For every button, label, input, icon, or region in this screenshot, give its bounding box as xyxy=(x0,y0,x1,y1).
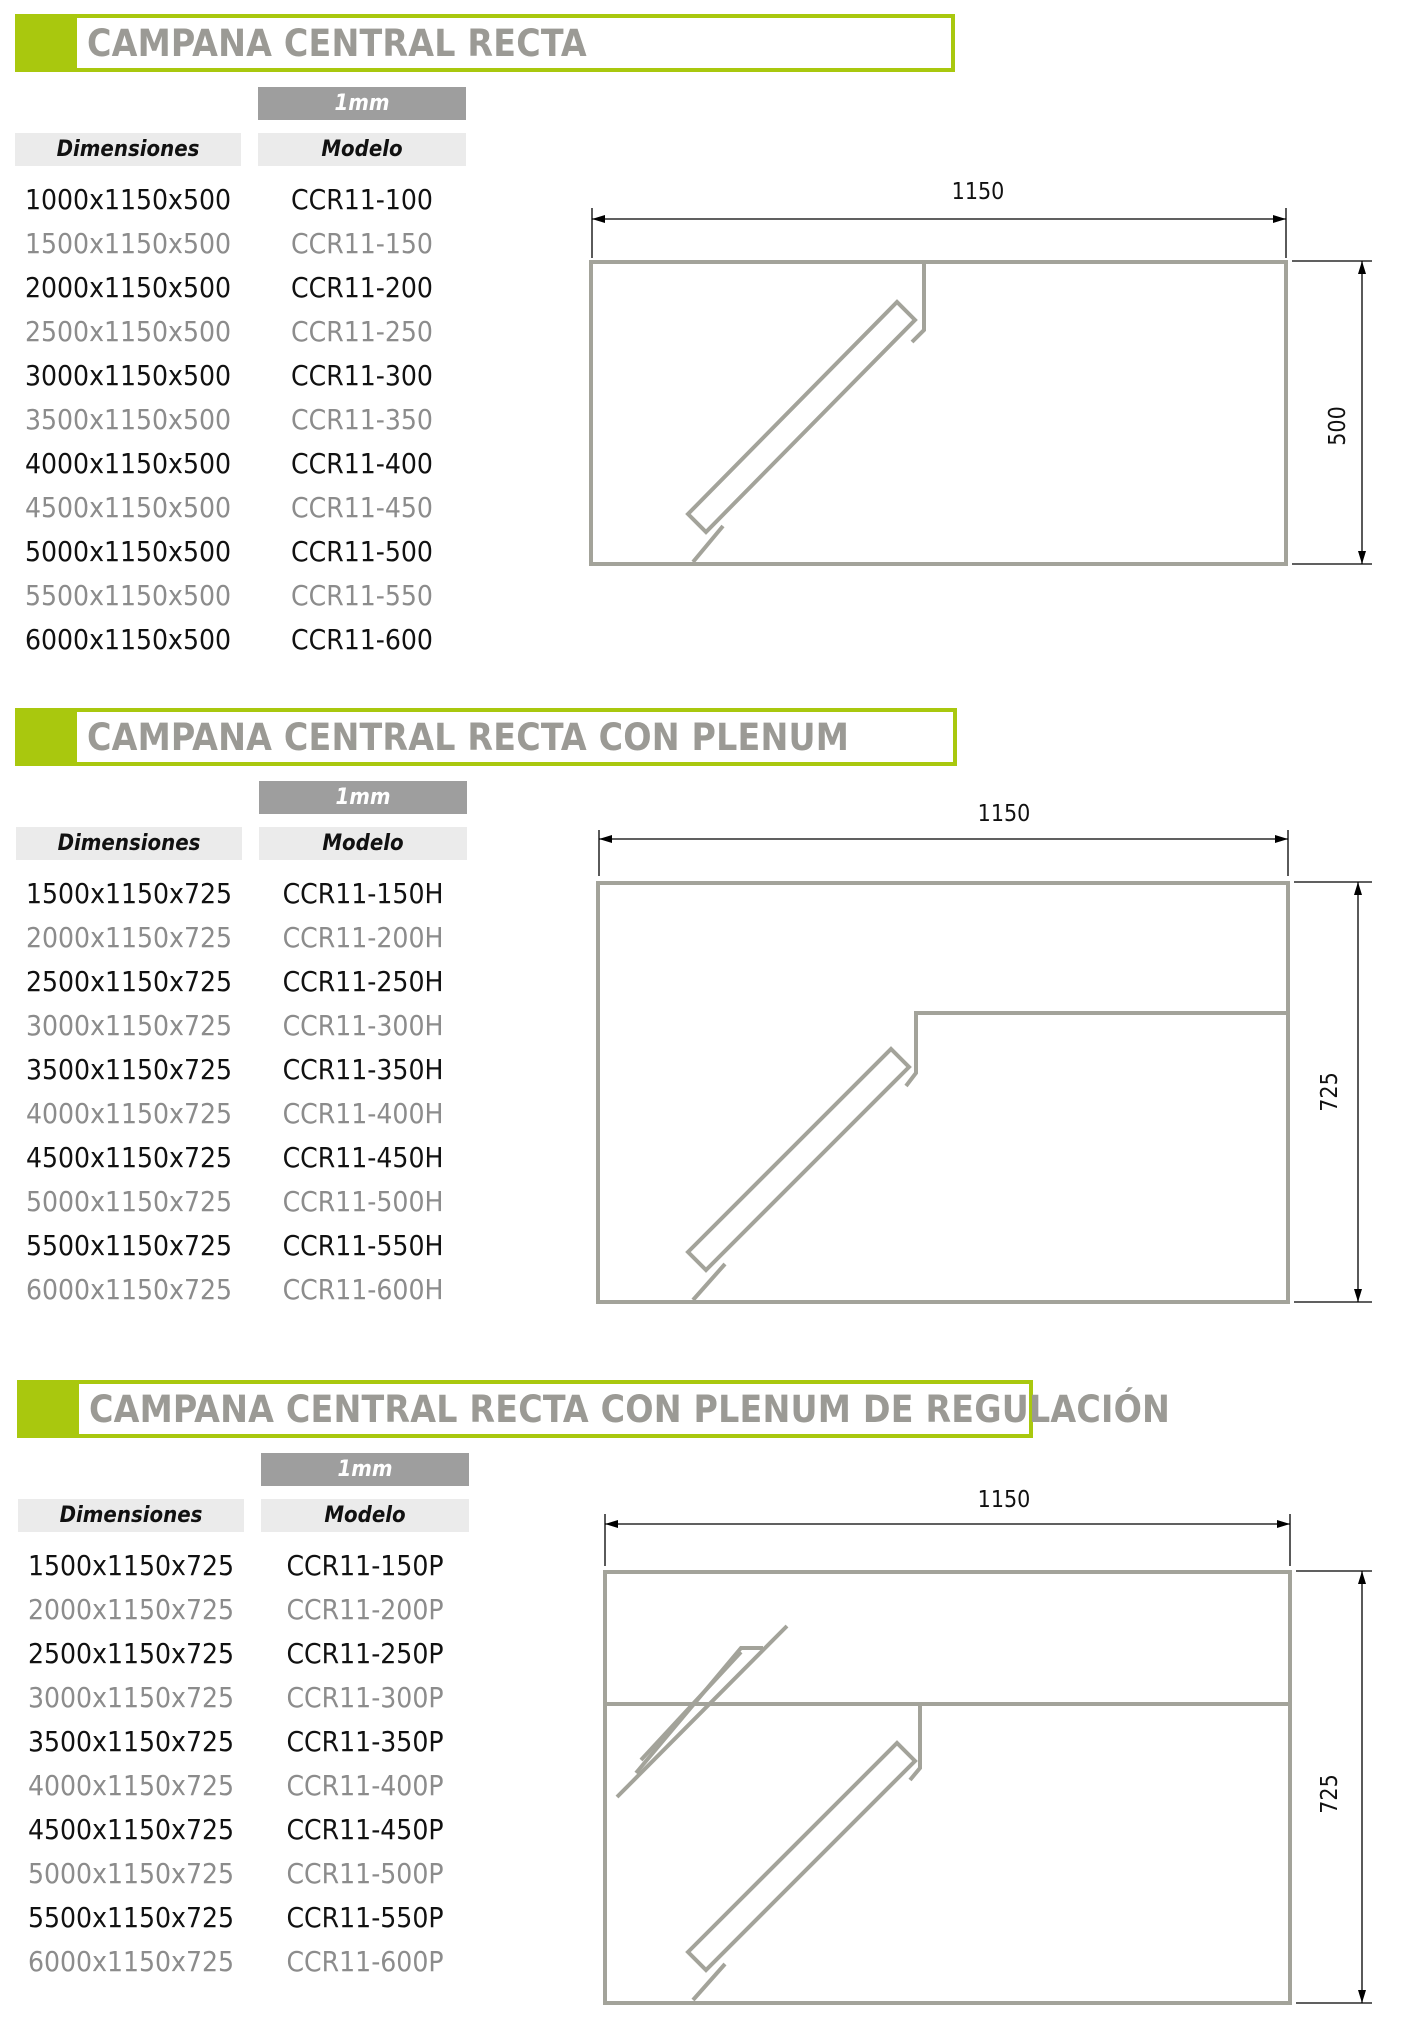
section-2-title: CAMPANA CENTRAL RECTA CON PLENUM xyxy=(87,716,850,759)
model-cell: CCR11-350P xyxy=(286,1725,444,1758)
dimension-cell: 2500x1150x725 xyxy=(25,965,233,998)
dimension-cell: 5000x1150x500 xyxy=(24,535,232,568)
section-3-col-dimensions: Dimensiones xyxy=(18,1499,244,1532)
model-cell: CCR11-100 xyxy=(291,183,433,216)
section-1-col-model: Modelo xyxy=(258,133,466,166)
model-cell: CCR11-400 xyxy=(291,447,433,480)
dimension-cell: 4000x1150x725 xyxy=(25,1097,233,1130)
model-cell: CCR11-600H xyxy=(282,1273,444,1306)
model-cell: CCR11-400P xyxy=(286,1769,444,1802)
dimension-cell: 1500x1150x725 xyxy=(27,1549,235,1582)
model-cell: CCR11-250H xyxy=(282,965,444,998)
dimension-cell: 3000x1150x725 xyxy=(27,1681,235,1714)
dimension-cell: 1000x1150x500 xyxy=(24,183,232,216)
dimension-cell: 5500x1150x725 xyxy=(27,1901,235,1934)
model-cell: CCR11-200P xyxy=(286,1593,444,1626)
section-3-col-model: Modelo xyxy=(261,1499,469,1532)
dimension-cell: 2000x1150x500 xyxy=(24,271,232,304)
dimension-cell: 4500x1150x500 xyxy=(24,491,232,524)
dimension-cell: 2500x1150x725 xyxy=(27,1637,235,1670)
model-cell: CCR11-150H xyxy=(282,877,444,910)
model-cell: CCR11-550H xyxy=(282,1229,444,1262)
dimension-cell: 3000x1150x500 xyxy=(24,359,232,392)
section-1-col-dimensions: Dimensiones xyxy=(15,133,241,166)
model-cell: CCR11-500H xyxy=(282,1185,444,1218)
dimension-cell: 6000x1150x725 xyxy=(25,1273,233,1306)
section-2-height-label: 725 xyxy=(1317,1072,1343,1112)
section-3-title: CAMPANA CENTRAL RECTA CON PLENUM DE REGULACIÓN xyxy=(89,1388,1171,1431)
model-cell: CCR11-250 xyxy=(291,315,433,348)
model-cell: CCR11-250P xyxy=(286,1637,444,1670)
dimension-cell: 5500x1150x500 xyxy=(24,579,232,612)
model-cell: CCR11-300H xyxy=(282,1009,444,1042)
dimension-cell: 4000x1150x725 xyxy=(27,1769,235,1802)
section-2-col-dimensions: Dimensiones xyxy=(16,827,242,860)
model-cell: CCR11-300P xyxy=(286,1681,444,1714)
section-1-width-label: 1150 xyxy=(951,179,1005,205)
section-3-width-label: 1150 xyxy=(977,1487,1031,1513)
section-1-title: CAMPANA CENTRAL RECTA xyxy=(87,22,587,65)
dimension-cell: 3500x1150x725 xyxy=(25,1053,233,1086)
model-cell: CCR11-450 xyxy=(291,491,433,524)
model-cell: CCR11-150 xyxy=(291,227,433,260)
model-cell: CCR11-200H xyxy=(282,921,444,954)
model-cell: CCR11-350 xyxy=(291,403,433,436)
dimension-cell: 1500x1150x500 xyxy=(24,227,232,260)
dimension-cell: 3000x1150x725 xyxy=(25,1009,233,1042)
dimension-cell: 3500x1150x725 xyxy=(27,1725,235,1758)
model-cell: CCR11-500P xyxy=(286,1857,444,1890)
section-2-width-label: 1150 xyxy=(977,801,1031,827)
model-cell: CCR11-550P xyxy=(286,1901,444,1934)
model-cell: CCR11-400H xyxy=(282,1097,444,1130)
dimension-cell: 5500x1150x725 xyxy=(25,1229,233,1262)
model-cell: CCR11-450P xyxy=(286,1813,444,1846)
section-2-thickness: 1mm xyxy=(259,781,467,814)
model-cell: CCR11-350H xyxy=(282,1053,444,1086)
section-1-thickness: 1mm xyxy=(258,87,466,120)
section-2-col-model: Modelo xyxy=(259,827,467,860)
model-cell: CCR11-450H xyxy=(282,1141,444,1174)
model-cell: CCR11-200 xyxy=(291,271,433,304)
model-cell: CCR11-300 xyxy=(291,359,433,392)
dimension-cell: 6000x1150x500 xyxy=(24,623,232,656)
section-3-thickness: 1mm xyxy=(261,1453,469,1486)
dimension-cell: 3500x1150x500 xyxy=(24,403,232,436)
model-cell: CCR11-600 xyxy=(291,623,433,656)
dimension-cell: 4500x1150x725 xyxy=(25,1141,233,1174)
dimension-cell: 4000x1150x500 xyxy=(24,447,232,480)
dimension-cell: 2000x1150x725 xyxy=(25,921,233,954)
dimension-cell: 2000x1150x725 xyxy=(27,1593,235,1626)
dimension-cell: 6000x1150x725 xyxy=(27,1945,235,1978)
dimension-cell: 5000x1150x725 xyxy=(25,1185,233,1218)
model-cell: CCR11-150P xyxy=(286,1549,444,1582)
dimension-cell: 1500x1150x725 xyxy=(25,877,233,910)
dimension-cell: 2500x1150x500 xyxy=(24,315,232,348)
model-cell: CCR11-550 xyxy=(291,579,433,612)
dimension-cell: 4500x1150x725 xyxy=(27,1813,235,1846)
section-1-height-label: 500 xyxy=(1325,406,1351,446)
model-cell: CCR11-600P xyxy=(286,1945,444,1978)
section-3-height-label: 725 xyxy=(1317,1774,1343,1814)
model-cell: CCR11-500 xyxy=(291,535,433,568)
dimension-cell: 5000x1150x725 xyxy=(27,1857,235,1890)
